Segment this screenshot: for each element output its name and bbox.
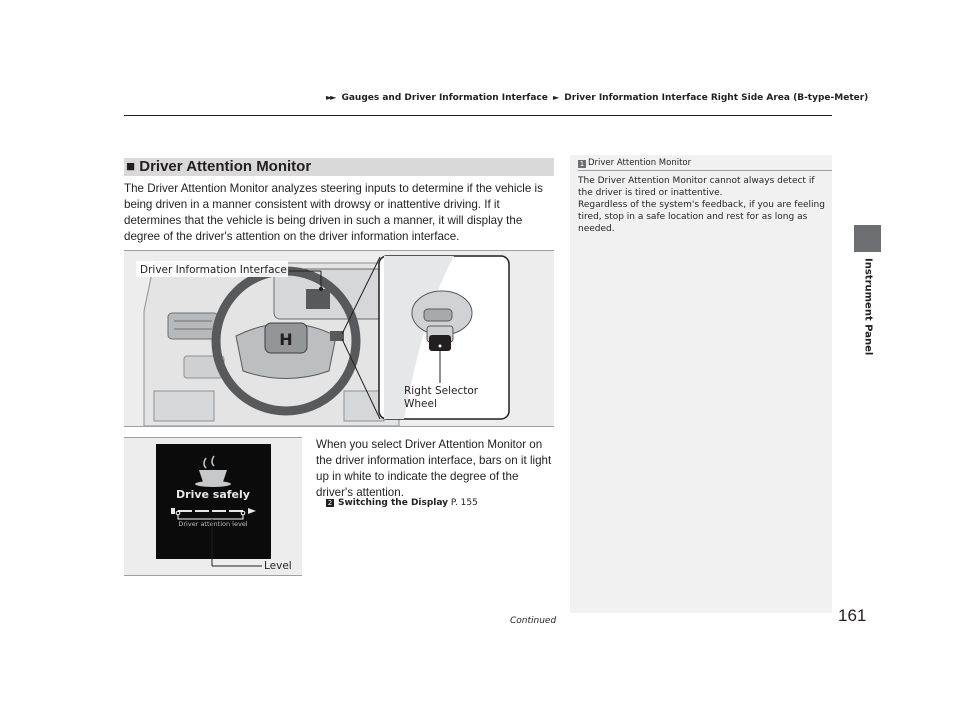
breadcrumb-part-2[interactable]: Driver Information Interface Right Side Area (B-type-Meter): [564, 93, 869, 103]
breadcrumb: [326, 93, 868, 103]
page-number: 161: [838, 606, 867, 625]
section-title: Driver Attention Monitor: [139, 158, 312, 175]
display-paragraph: When you select Driver Attention Monitor on the driver information interface, bars on it light up in white to indicate the degree of the driver's attention.: [316, 438, 552, 499]
continued-label: Continued: [510, 616, 557, 626]
callout-selector-line2: Wheel: [404, 398, 437, 410]
reference-icon: 2: [327, 499, 333, 507]
callout-selector-line1: Right Selector: [404, 385, 479, 397]
interface-highlight: [306, 289, 330, 309]
attention-display-illustration: [124, 438, 302, 575]
cross-reference[interactable]: [326, 498, 478, 508]
sidebar-text-1: The Driver Attention Monitor cannot always detect if the driver is tired or inattentive.: [578, 176, 815, 198]
sidebar-text-2: Regardless of the system's feedback, if you are feeling tired, stop in a safe location and rest for as long as needed.: [578, 200, 825, 234]
section-marker-icon: ■: [126, 158, 136, 175]
sidebar-text: [578, 175, 828, 235]
section-heading: [124, 158, 554, 176]
attention-display-figure: [124, 437, 302, 576]
screen-title: Drive safely: [176, 488, 250, 501]
double-arrow-icon: ►►: [326, 93, 335, 102]
steering-wheel-illustration: [124, 251, 554, 426]
chapter-tab-label: Instrument Panel: [862, 258, 873, 356]
header-rule: [124, 115, 832, 116]
callout-interface: Driver Information Interface: [140, 264, 287, 276]
svg-text:H: H: [279, 330, 293, 349]
xref-label: Switching the Display: [338, 498, 449, 508]
intro-paragraph: The Driver Attention Monitor analyzes steering inputs to determine if the vehicle is being driven in a manner consistent with drowsy or inattentive driving. If it determines that the vehicle is being driven in such a manner, it will display the degree of the driver's attention on the driver information interface.: [124, 182, 543, 243]
steering-wheel-figure: [124, 250, 554, 427]
screen-caption: Driver attention level: [178, 520, 248, 528]
breadcrumb-part-1[interactable]: Gauges and Driver Information Interface: [341, 93, 548, 103]
sidebar-heading: [578, 158, 691, 168]
chapter-tab[interactable]: [854, 258, 881, 356]
arrow-icon: ►: [552, 93, 560, 102]
xref-page: P. 155: [450, 498, 478, 508]
sidebar-heading-text: Driver Attention Monitor: [588, 158, 692, 168]
chapter-tab-marker: [854, 225, 881, 252]
note-marker-icon: 1: [579, 160, 585, 168]
sidebar-rule: [578, 170, 832, 171]
callout-level: Level: [264, 560, 292, 572]
